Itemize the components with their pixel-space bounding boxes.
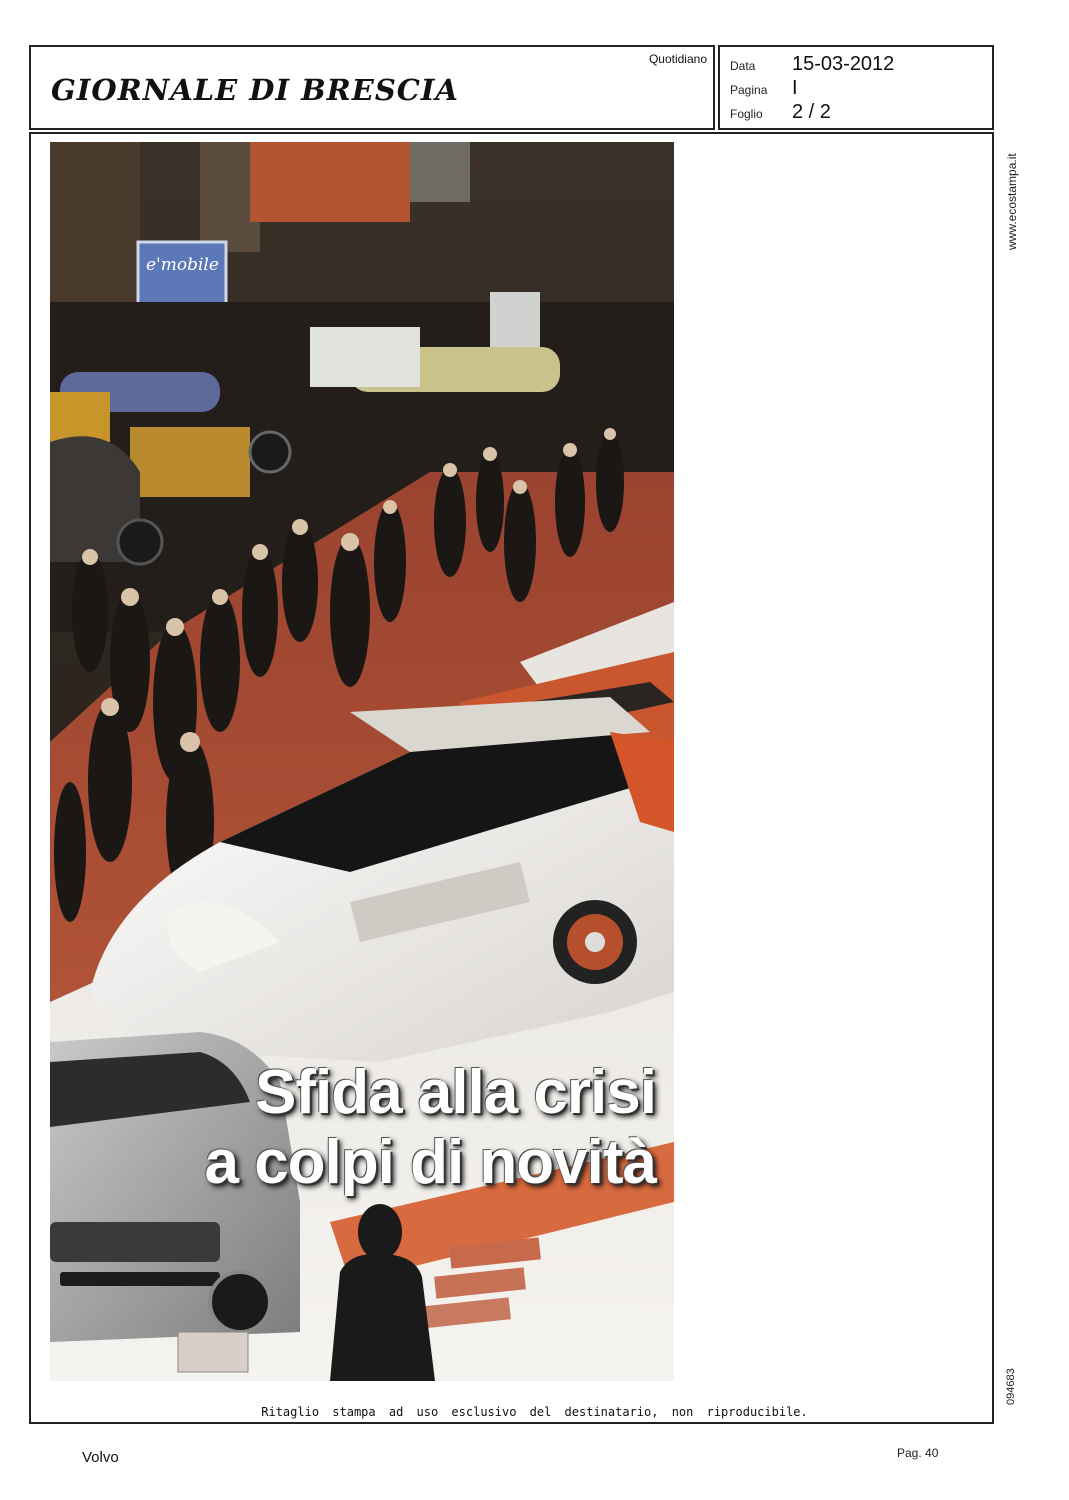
- headline-line-1: Sfida alla crisi: [255, 1058, 656, 1127]
- meta-row-pagina: [730, 77, 798, 100]
- pillar: [410, 142, 470, 202]
- side-code: 094683: [1005, 1368, 1017, 1405]
- booth-panel: [310, 327, 420, 387]
- exhibit-stand: [178, 1332, 248, 1372]
- meta-box: [718, 45, 994, 130]
- masthead-title: GIORNALE DI BRESCIA: [51, 73, 459, 107]
- booth-sign-text: e'mobile: [146, 255, 219, 275]
- yellow-stand: [130, 427, 250, 497]
- meta-value-sheet: 2 / 2: [792, 101, 831, 123]
- display-wheel: [118, 520, 162, 564]
- side-url: www.ecostampa.it: [1005, 153, 1019, 250]
- display-wheel: [250, 432, 290, 472]
- meta-value-date: 15-03-2012: [792, 53, 895, 75]
- booth-panel: [490, 292, 540, 347]
- yellow-stand: [50, 392, 110, 442]
- frequency-label: Quotidiano: [648, 52, 707, 66]
- article-photo: [50, 142, 674, 1381]
- copyright-notice: Ritaglio stampa ad uso esclusivo del destinatario, non riproducibile.: [261, 1405, 808, 1419]
- masthead-box: [29, 45, 715, 130]
- meta-label-pagina: Pagina: [730, 83, 768, 97]
- meta-label-foglio: Foglio: [730, 107, 763, 121]
- orange-wall: [250, 142, 410, 222]
- page-number: Pag. 40: [897, 1446, 939, 1460]
- meta-value-page: I: [792, 77, 798, 99]
- meta-row-data: [730, 53, 894, 76]
- headline-line-2: a colpi di novità: [204, 1128, 656, 1197]
- client-brand: Volvo: [82, 1449, 119, 1466]
- meta-row-foglio: [730, 101, 831, 124]
- left-wall: [50, 142, 140, 302]
- meta-label-data: Data: [730, 59, 756, 73]
